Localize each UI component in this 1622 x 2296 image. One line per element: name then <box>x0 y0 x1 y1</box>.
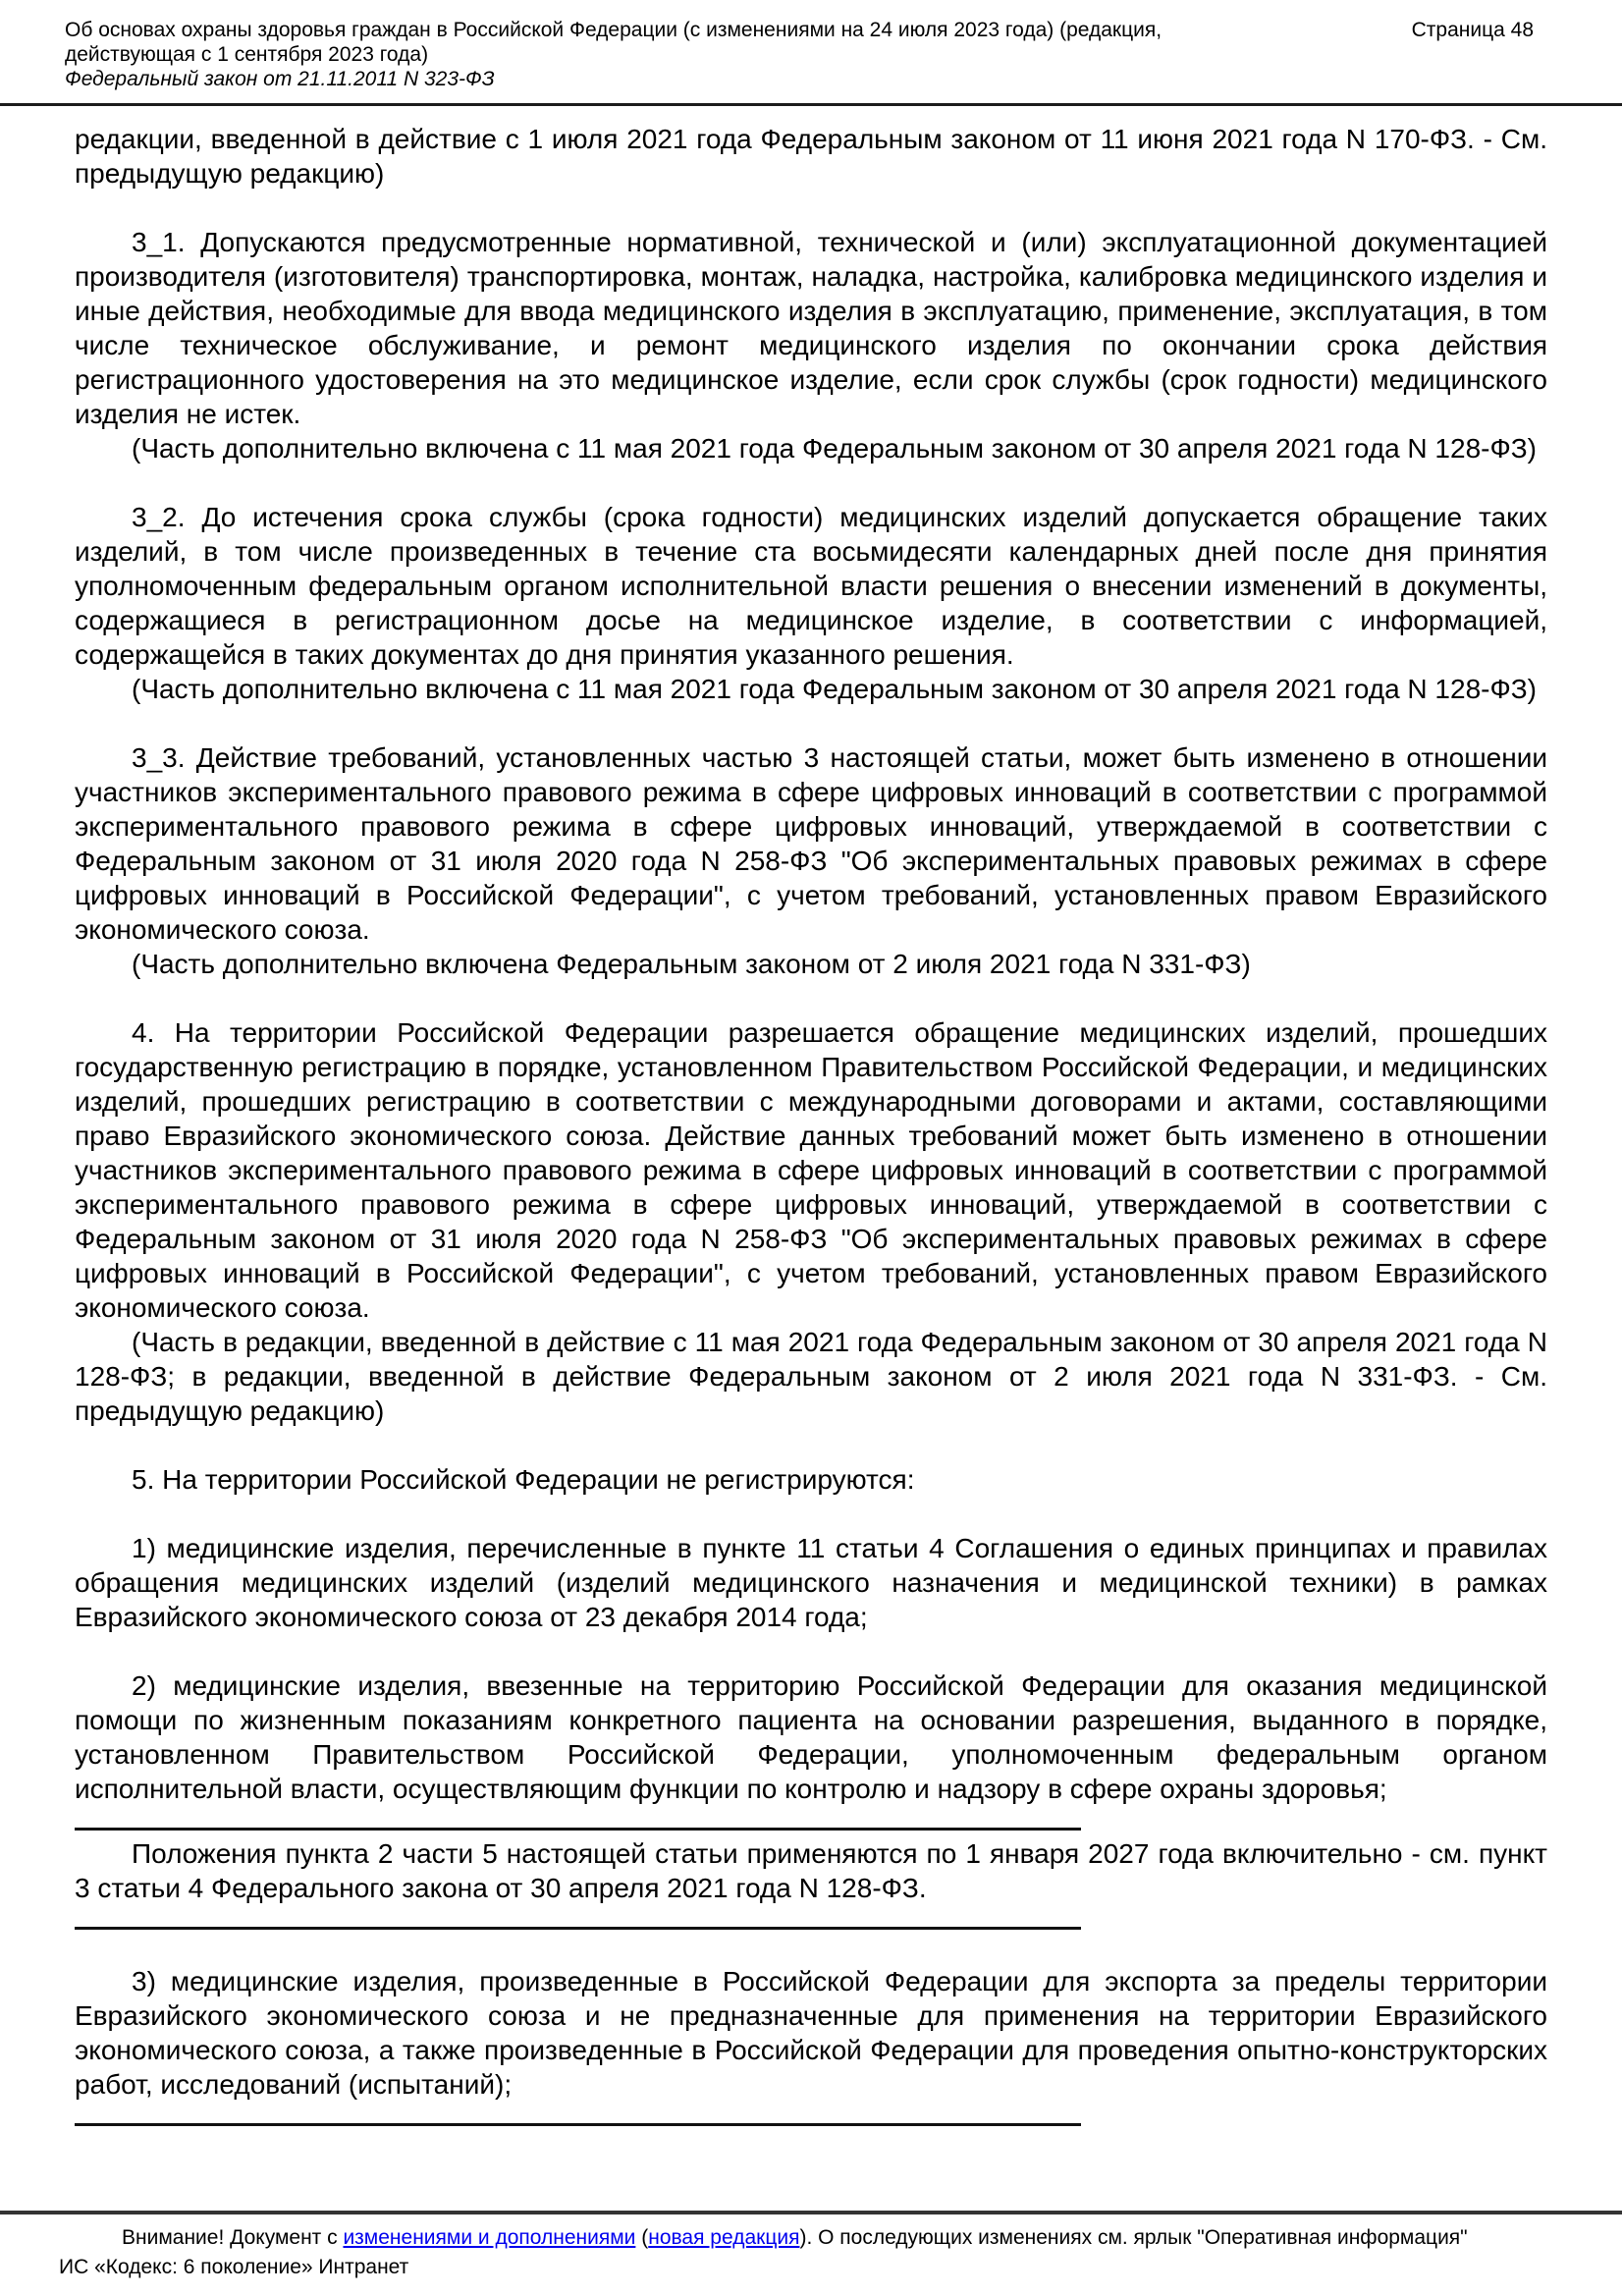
new-edition-link[interactable]: новая редакция <box>648 2226 800 2249</box>
amendments-link[interactable]: изменениями и дополнениями <box>343 2226 636 2249</box>
paragraph: 3_2. До истечения срока службы (срока годности) медицинских изделий допускается обращение таких изделий, в том числе произведенных в течение ста восьмидесяти календарных дней после дня принятия уполномоченным федеральным органом исполнительной власти решения о внесении изменений в документы, содержащиеся в регистрационном досье на медицинское изделие, в соответствии с информацией, содержащейся в таких документах до дня принятия указанного решения. <box>75 502 1547 670</box>
footer-system-label: ИС «Кодекс: 6 поколение» Интранет <box>59 2256 409 2278</box>
note-divider <box>75 1828 1081 1831</box>
note-divider <box>75 2123 1081 2126</box>
document-title: Об основах охраны здоровья граждан в Российской Федерации (с изменениями на 24 июля 2023 года) (редакция, действующая с 1 сентября 2023 года) <box>65 19 1162 66</box>
paragraph: 5. На территории Российской Федерации не регистрируются: <box>132 1464 915 1495</box>
document-header-text <box>65 18 1292 91</box>
document-subtitle: Федеральный закон от 21.11.2011 N 323-ФЗ <box>65 68 495 90</box>
paragraph: 4. На территории Российской Федерации разрешается обращение медицинских изделий, прошедших государственную регистрацию в порядке, установленном Правительством Российской Федерации, и медицинских изделий, прошедших регистрацию в соответствии с международными договорами и актами, составляющими право Евразийского экономического союза. Действие данных требований может быть изменено в отношении участников экспериментального правового режима в сфере цифровых инноваций в соответствии с программой экспериментального правового режима в сфере цифровых инноваций, утверждаемой в соответствии с Федеральным законом от 31 июля 2020 года N 258-ФЗ "Об экспериментальных правовых режимах в сфере цифровых инноваций в Российской Федерации", с учетом требований, установленных правом Евразийского экономического союза. <box>75 1017 1547 1323</box>
paragraph: (Часть в редакции, введенной в действие с 11 мая 2021 года Федеральным законом от 30 апреля 2021 года N 128-ФЗ; в редакции, введенной в действие Федеральным законом от 2 июля 2021 года N 331-ФЗ. - См. предыдущую редакцию) <box>75 1327 1547 1426</box>
paragraph: Положения пункта 2 части 5 настоящей статьи применяются по 1 января 2027 года включительно - см. пункт 3 статьи 4 Федерального закона от 30 апреля 2021 года N 128-ФЗ. <box>75 1838 1547 1903</box>
note-divider <box>75 1927 1081 1930</box>
page-header <box>0 0 1622 106</box>
footer-notice-mid: ( <box>635 2226 649 2249</box>
paragraph: 1) медицинские изделия, перечисленные в пункте 11 статьи 4 Соглашения о единых принципах и правилах обращения медицинских изделий (изделий медицинского назначения и медицинской техники) в рамках Евразийского экономического союза от 23 декабря 2014 года; <box>75 1533 1547 1632</box>
paragraph: 2) медицинские изделия, ввезенные на территорию Российской Федерации для оказания медицинской помощи по жизненным показаниям конкретного пациента на основании разрешения, выданного в порядке, установленном Правительством Российской Федерации, уполномоченным федеральным органом исполнительной власти, осуществляющим функции по контролю и надзору в сфере охраны здоровья; <box>75 1670 1547 1804</box>
paragraph: редакции, введенной в действие с 1 июля 2021 года Федеральным законом от 11 июня 2021 года N 170-ФЗ. - См. предыдущую редакцию) <box>75 124 1547 189</box>
document-body <box>0 106 1622 2126</box>
page-number-label: Страница 48 <box>1411 19 1534 41</box>
paragraph: (Часть дополнительно включена с 11 мая 2021 года Федеральным законом от 30 апреля 2021 года N 128-ФЗ) <box>132 433 1537 464</box>
paragraph: 3) медицинские изделия, произведенные в Российской Федерации для экспорта за пределы территории Евразийского экономического союза и не предназначенные для применения на территории Евразийского экономического союза, а также произведенные в Российской Федерации для проведения опытно-конструкторских работ, исследований (испытаний); <box>75 1966 1547 2100</box>
footer-notice-prefix: Внимание! Документ с <box>122 2226 344 2249</box>
footer-notice-suffix: ). О последующих изменениях см. ярлык "Оперативная информация" <box>799 2226 1468 2249</box>
paragraph: 3_3. Действие требований, установленных частью 3 настоящей статьи, может быть изменено в отношении участников экспериментального правового режима в сфере цифровых инноваций в соответствии с программой экспериментального правового режима в сфере цифровых инноваций, утверждаемой в соответствии с Федеральным законом от 31 июля 2020 года N 258-ФЗ "Об экспериментальных правовых режимах в сфере цифровых инноваций в Российской Федерации", с учетом требований, установленных правом Евразийского экономического союза. <box>75 742 1547 945</box>
paragraph: (Часть дополнительно включена с 11 мая 2021 года Федеральным законом от 30 апреля 2021 года N 128-ФЗ) <box>132 674 1537 704</box>
paragraph: (Часть дополнительно включена Федеральным законом от 2 июля 2021 года N 331-ФЗ) <box>132 949 1251 979</box>
footer-notice <box>59 2223 1583 2253</box>
page-footer <box>0 2211 1622 2296</box>
paragraph: 3_1. Допускаются предусмотренные нормативной, технической и (или) эксплуатационной документацией производителя (изготовителя) транспортировка, монтаж, наладка, настройка, калибровка медицинского изделия и иные действия, необходимые для ввода медицинского изделия в эксплуатацию, применение, эксплуатация, в том числе техническое обслуживание, и ремонт медицинского изделия по окончании срока действия регистрационного удостоверения на это медицинское изделие, если срок службы (срок годности) медицинского изделия не истек. <box>75 227 1547 429</box>
